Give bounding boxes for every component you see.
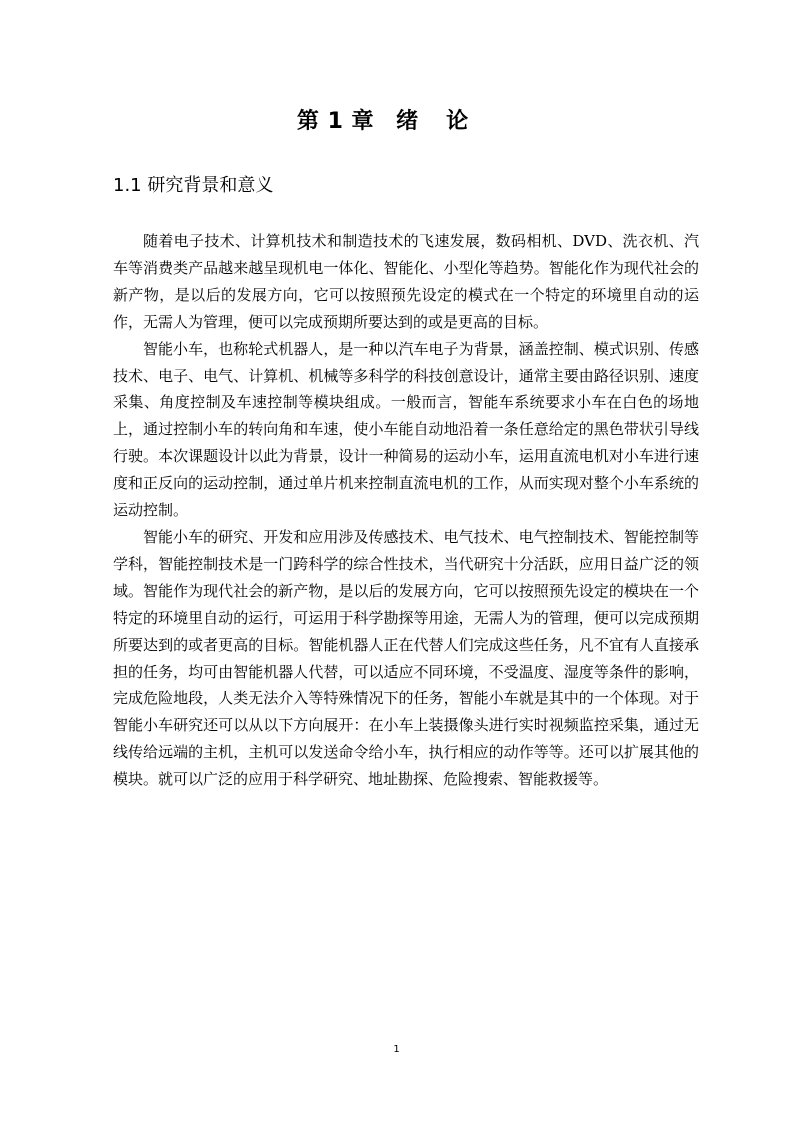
paragraph: 随着电子技术、计算机技术和制造技术的飞速发展，数码相机、DVD、洗衣机、汽车等消费类产品越来越呈现机电一体化、智能化、小型化等趋势。智能化作为现代社会的新产物，是以后的发展方向，它可以按照预先设定的模式在一个特定的环境里自动的运作，无需人为管理，便可以完成预期所要达到的或是更高的目标。 (113, 232, 699, 331)
paragraph: 智能小车的研究、开发和应用涉及传感技术、电气技术、电气控制技术、智能控制等学科，智能控制技术是一门跨科学的综合性技术，当代研究十分活跃，应用日益广泛的领域。智能作为现代社会的新产物，是以后的发展方向，它可以按照预先设定的模块在一个特定的环境里自动的运行，可运用于科学勘探等用途，无需人为的管理，便可以完成预期所要达到的或者更高的目标。智能机器人正在代替人们完成这些任务，凡不宜有人直接承担的任务，均可由智能机器人代替，可以适应不同环境，不受温度、湿度等条件的影响，完成危险地段，人类无法介入等特殊情况下的任务，智能小车就是其中的一个体现。对于智能小车研究还可以从以下方向展开：在小车上装摄像头进行实时视频监控采集，通过无线传给远端的主机，主机可以发送命令给小车，执行相应的动作等等。还可以扩展其他的模块。就可以广泛的应用于科学研究、地址勘探、危险搜索、智能救援等。 (113, 527, 699, 789)
chapter-name: 绪论 (396, 109, 497, 134)
section-heading: 1.1 研究背景和意义 (113, 175, 274, 196)
paragraph: 智能小车，也称轮式机器人，是一种以汽车电子为背景，涵盖控制、模式识别、传感技术、电子、电气、计算机、机械等多科学的科技创意设计，通常主要由路径识别、速度采集、角度控制及车速控制等模块组成。一般而言，智能车系统要求小车在白色的场地上，通过控制小车的转向角和车速，使小车能自动地沿着一条任意给定的黑色带状引导线行驶。本次课题设计以此为背景，设计一种简易的运动小车，运用直流电机对小车进行速度和正反向的运动控制，通过单片机来控制直流电机的工作，从而实现对整个小车系统的运动控制。 (113, 339, 699, 520)
chapter-number: 第 1 章 (296, 109, 375, 134)
page-number: 1 (393, 1044, 400, 1055)
body-text (113, 228, 699, 793)
chapter-title (0, 106, 793, 138)
